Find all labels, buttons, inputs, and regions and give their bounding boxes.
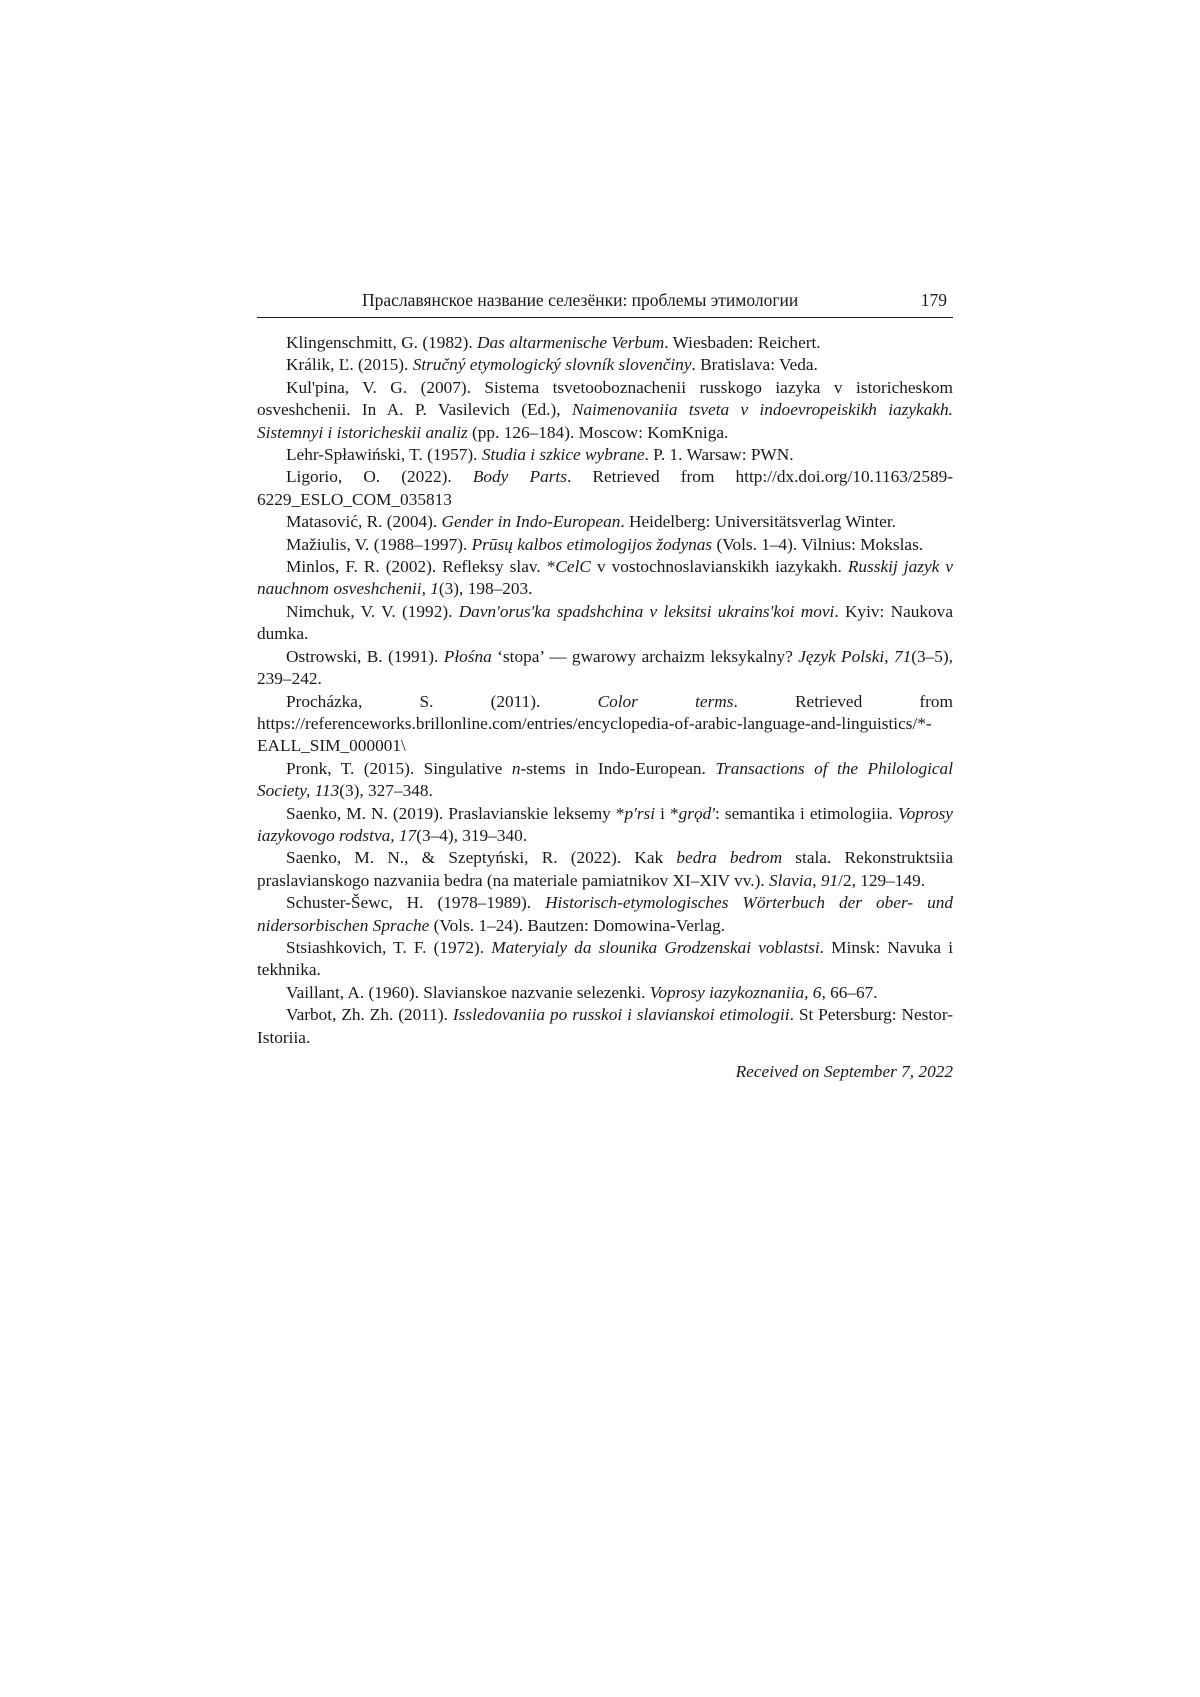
reference-italic-text: Gender in Indo-European	[441, 512, 621, 532]
reference-entry	[257, 803, 953, 848]
reference-italic-text: Das altarmenische Verbum	[477, 333, 665, 352]
reference-text: Ostrowski, B. (1991).	[286, 646, 444, 666]
reference-text: Kul'pina, V. G. (2007). Sistema tsvetooboznachenii russkogo iazyka v istoricheskom osveshchenii. In A. P. Vasilevich (Ed.),	[257, 377, 953, 420]
reference-text: . Minsk: Navuka i tekhnika.	[257, 937, 953, 980]
running-head	[257, 283, 953, 318]
reference-text: Vaillant, A. (1960). Slavianskoe nazvanie selezenki.	[286, 982, 650, 1002]
reference-text: Procházka, S. (2011).	[286, 691, 598, 711]
reference-entry	[257, 892, 953, 937]
reference-text: Mažiulis, V. (1988–1997).	[286, 534, 472, 554]
reference-italic-text: Studia i szkice wybrane	[481, 445, 645, 465]
reference-text: Králik, Ľ. (2015).	[286, 355, 413, 375]
reference-text: Pronk, T. (2015). Singulative	[286, 758, 512, 778]
reference-entry	[257, 847, 953, 892]
reference-text: . P. 1. Warsaw: PWN.	[644, 445, 794, 465]
reference-text: , 66–67.	[821, 982, 878, 1002]
reference-italic-text: Stručný etymologický slovník slovenčiny	[412, 355, 692, 375]
reference-text: Klingenschmitt, G. (1982).	[286, 333, 478, 352]
running-title: Праславянское название селезёнки: проблемы этимологии	[362, 290, 799, 310]
reference-text: Ligorio, O. (2022).	[286, 467, 473, 487]
reference-entry	[257, 691, 953, 758]
reference-entry	[257, 646, 953, 691]
reference-text: v vostochnoslavianskikh iazykakh.	[590, 557, 848, 577]
reference-entry	[257, 1004, 953, 1049]
reference-text: (3–5), 239–242.	[257, 646, 953, 689]
reference-text: Matasović, R. (2004).	[286, 512, 442, 532]
reference-italic-text: n	[511, 758, 521, 778]
reference-italic-text: grǫd'	[678, 803, 715, 823]
reference-italic-text: CelC	[555, 557, 591, 577]
reference-text: Saenko, M. N., & Szeptyński, R. (2022). Kak	[286, 848, 677, 868]
reference-entry	[257, 982, 953, 1004]
reference-text: (pp. 126–184). Moscow: KomKniga.	[467, 422, 729, 442]
reference-text: Lehr-Spławiński, T. (1957).	[286, 445, 482, 465]
reference-text: (3), 198–203.	[438, 579, 533, 599]
received-date: Received on September 7, 2022	[735, 1062, 953, 1081]
reference-entry	[257, 937, 953, 982]
reference-entry	[257, 556, 953, 601]
reference-text: (3–4), 319–340.	[416, 825, 528, 845]
reference-entry	[257, 511, 953, 533]
reference-text: . Bratislava: Veda.	[691, 355, 818, 375]
reference-italic-text: Issledovaniia po russkoi i slavianskoi etimologii	[452, 1005, 790, 1025]
reference-italic-text: Transactions of the Philological Society, 113	[257, 758, 953, 801]
reference-text: . Heidelberg: Universitätsverlag Winter.	[620, 512, 896, 532]
reference-entry	[257, 534, 953, 556]
reference-text: Saenko, M. N. (2019). Praslavianskie leksemy *	[286, 803, 625, 823]
reference-text: (Vols. 1–24). Bautzen: Domowina-Verlag.	[429, 915, 726, 935]
page-number: 179	[920, 290, 947, 310]
reference-italic-text: Slavia, 91	[769, 870, 839, 890]
page	[257, 283, 953, 1083]
reference-italic-text: Materyialy da slounika Grodzenskai voblastsi	[491, 937, 820, 957]
reference-text: ‘stopa’ — gwarowy archaizm leksykalny?	[491, 646, 799, 666]
reference-entry	[257, 354, 953, 376]
reference-italic-text: Davn'orus'ka spadshchina v leksitsi ukrains'koi movi	[458, 601, 835, 621]
reference-list	[257, 332, 953, 1049]
reference-italic-text: p'rsi	[624, 803, 656, 823]
reference-italic-text: Voprosy iazykovogo rodstva, 17	[257, 803, 953, 845]
reference-text: : semantika i etimologiia.	[715, 803, 898, 823]
reference-text: Minlos, F. R. (2002). Refleksy slav. *	[286, 557, 556, 577]
reference-text: Varbot, Zh. Zh. (2011).	[286, 1005, 453, 1025]
reference-text: stala. Rekonstruktsiia praslavianskogo nazvaniia bedra (na materiale pamiatnikov XI–XIV vv.).	[257, 848, 953, 890]
reference-text: . Kyiv: Naukova dumka.	[257, 601, 953, 644]
reference-text: i *	[655, 803, 679, 823]
reference-italic-text: Historisch-etymologisches Wörterbuch der ober- und nidersorbischen Sprache	[257, 893, 954, 935]
reference-text: Schuster-Šewc, H. (1978–1989).	[286, 893, 546, 913]
reference-entry	[257, 758, 953, 803]
reference-entry	[257, 601, 953, 646]
reference-text: . Wiesbaden: Reichert.	[664, 333, 821, 352]
reference-text: Nimchuk, V. V. (1992).	[286, 601, 459, 621]
reference-italic-text: Body Parts	[472, 467, 567, 487]
reference-text: -stems in Indo-European.	[520, 758, 716, 778]
reference-text: . Retrieved from http://dx.doi.org/10.1163/2589-6229_ESLO_COM_035813	[257, 467, 954, 509]
reference-italic-text: Płośna	[443, 646, 492, 666]
reference-italic-text: Color terms	[597, 691, 734, 711]
reference-entry	[257, 444, 953, 466]
reference-entry	[257, 377, 953, 444]
reference-text: . St Petersburg: Nestor-Istoriia.	[257, 1005, 953, 1047]
reference-italic-text: Język Polski, 71	[798, 646, 912, 666]
reference-italic-text: Voprosy iazykoznaniia, 6	[649, 982, 822, 1002]
reference-text: . Retrieved from https://referenceworks.brillonline.com/entries/encyclopedia-of-arabic-language-and-linguistics/*-EALL_SIM_000001\	[257, 691, 953, 756]
reference-text: (3), 327–348.	[339, 781, 433, 801]
reference-entry	[257, 466, 953, 511]
reference-italic-text: Russkij jazyk v nauchnom osveshchenii, 1	[257, 557, 953, 599]
reference-text: /2, 129–149.	[838, 870, 926, 890]
reference-entry	[257, 332, 953, 354]
reference-italic-text: bedra bedrom	[676, 848, 783, 868]
reference-italic-text: Prūsų kalbos etimologijos žodynas	[471, 534, 713, 554]
reference-text: Stsiashkovich, T. F. (1972).	[286, 937, 492, 957]
reference-italic-text: Naimenovaniia tsveta v indoevropeiskikh iazykakh. Sistemnyi i istoricheskii analiz	[257, 400, 953, 442]
reference-text: (Vols. 1–4). Vilnius: Mokslas.	[712, 534, 924, 554]
